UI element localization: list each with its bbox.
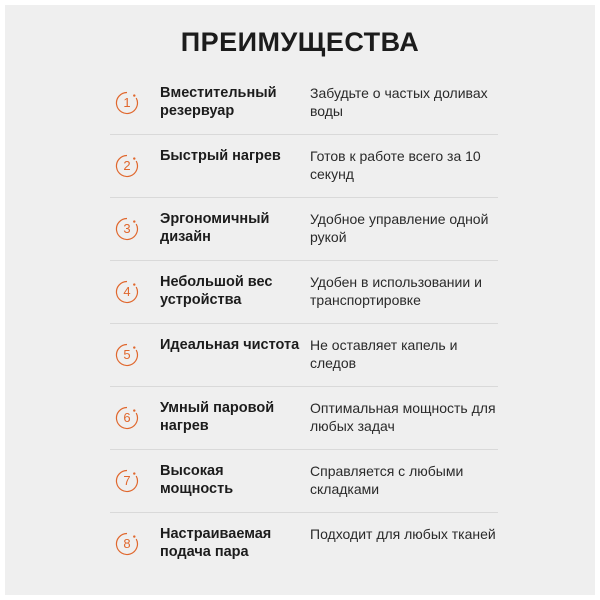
advantage-name: Умный паровой нагрев: [160, 400, 275, 434]
advantages-card: [5, 5, 595, 595]
advantage-number: 1: [123, 95, 131, 110]
advantage-name: Эргономичный дизайн: [160, 211, 270, 245]
advantage-description: Удобное управление одной рукой: [310, 211, 489, 245]
advantage-name: Небольшой вес устройства: [160, 274, 273, 308]
number-circle-icon: [115, 217, 139, 241]
advantage-name: Быстрый нагрев: [160, 148, 281, 164]
advantage-row: [110, 387, 498, 450]
number-circle-icon: [115, 532, 139, 556]
number-circle-icon: [115, 406, 139, 430]
advantage-number: 5: [123, 347, 131, 362]
advantage-description: Забудьте о частых доливах воды: [310, 85, 488, 119]
advantage-row: [110, 450, 498, 513]
number-circle-icon: [115, 343, 139, 367]
advantage-name: Идеальная чистота: [160, 337, 300, 353]
advantage-name: Настраиваемая подача пара: [160, 526, 272, 560]
number-circle-icon: [115, 154, 139, 178]
advantage-row: [110, 135, 498, 198]
page-title: ПРЕИМУЩЕСТВА: [180, 27, 420, 57]
advantage-number: 7: [123, 473, 131, 488]
advantage-row: [110, 513, 498, 575]
advantage-description: Подходит для любых тканей: [310, 526, 496, 542]
number-circle-icon: [115, 280, 139, 304]
advantage-description: Справляется с любыми складками: [310, 463, 464, 497]
advantage-row: [110, 261, 498, 324]
advantage-description: Готов к работе всего за 10 секунд: [310, 148, 481, 182]
advantage-row: [110, 198, 498, 261]
advantage-row: [110, 72, 498, 135]
advantage-number: 3: [123, 221, 131, 236]
advantage-number: 2: [123, 158, 131, 173]
advantage-row: [110, 324, 498, 387]
number-circle-icon: [115, 91, 139, 115]
advantage-description: Оптимальная мощность для любых задач: [310, 400, 496, 434]
advantage-description: Удобен в использовании и транспортировке: [310, 274, 482, 308]
advantage-description: Не оставляет капель и следов: [310, 337, 458, 371]
advantage-name: Высокая мощность: [160, 463, 234, 497]
number-circle-icon: [115, 469, 139, 493]
advantage-name: Вместительный резервуар: [160, 85, 277, 119]
advantages-list: [110, 72, 498, 575]
advantage-number: 4: [123, 284, 131, 299]
advantage-number: 8: [123, 536, 131, 551]
advantage-number: 6: [123, 410, 131, 425]
